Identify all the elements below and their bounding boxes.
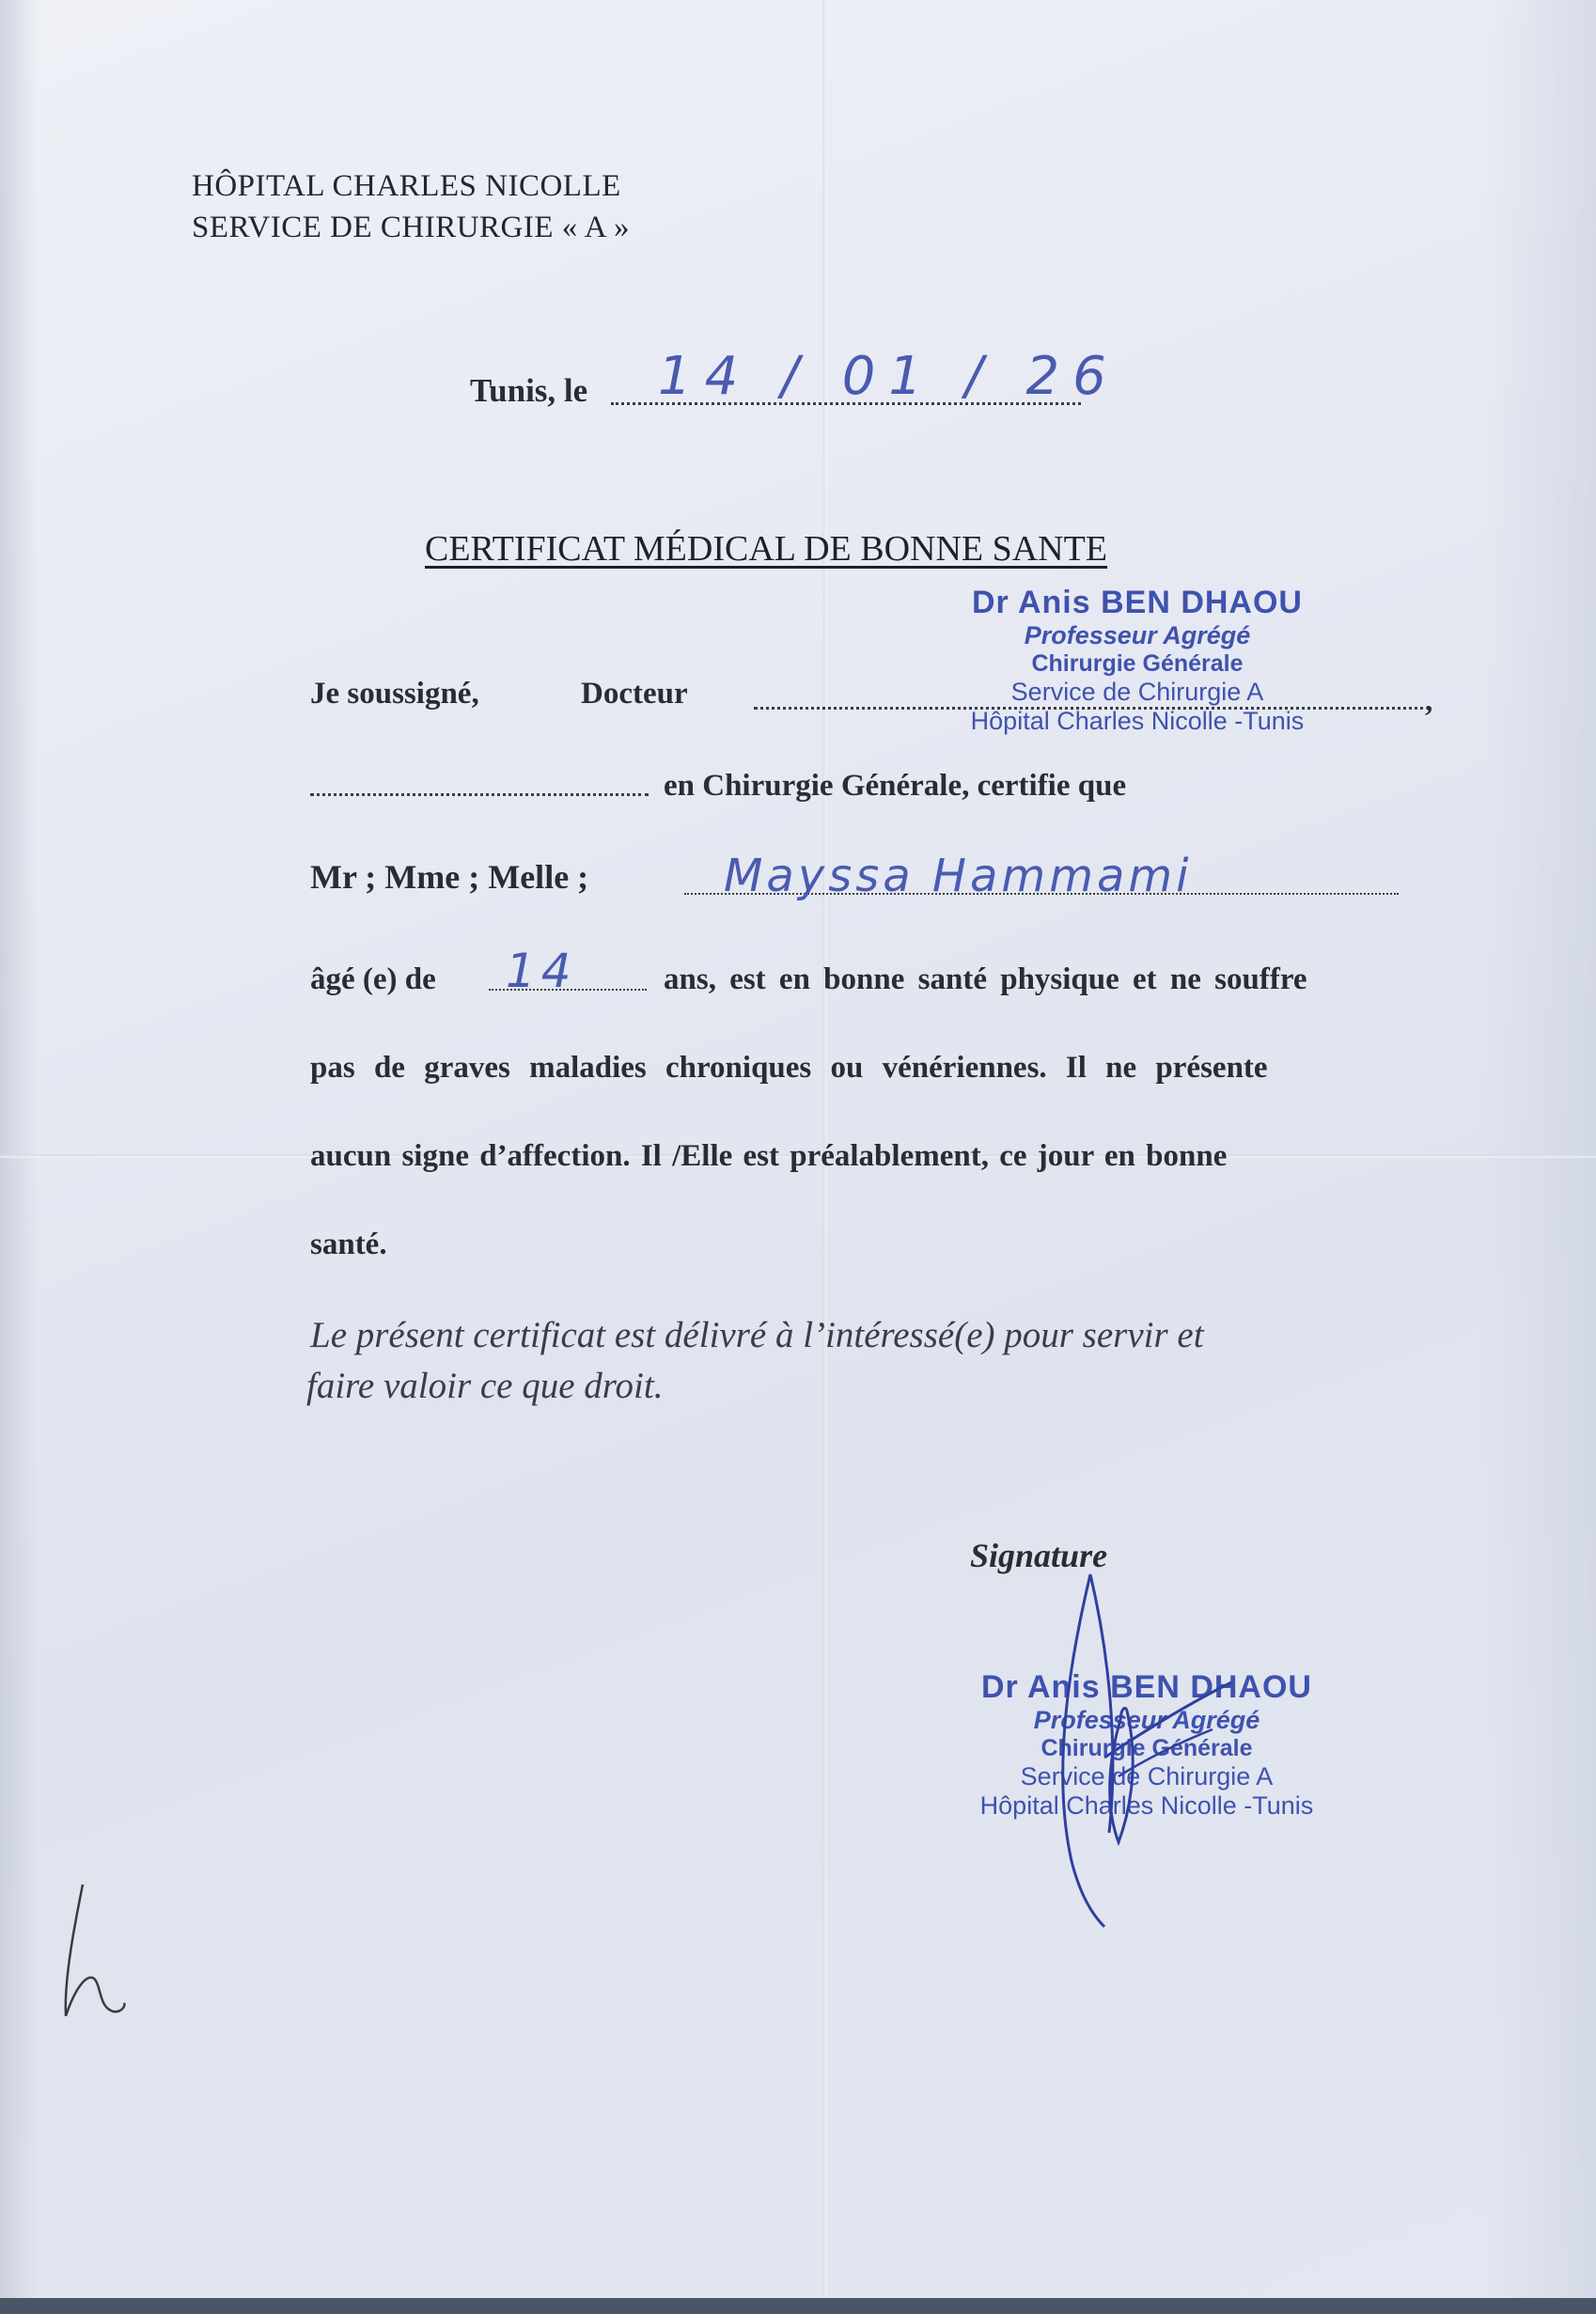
date-handwritten: 14 / 01 / 26 [658, 346, 1119, 407]
stamp-doctor-title: Professeur Agrégé [1024, 621, 1251, 650]
doctor-name-dotted-line [754, 707, 1431, 710]
paper-shadow-left [0, 0, 38, 2298]
date-label: Tunis, le [470, 372, 588, 409]
stamp-service: Service de Chirurgie A [1020, 1761, 1274, 1790]
handwritten-signature [1015, 1560, 1260, 1936]
body-line-6: aucun signe d’affection. Il /Elle est préalablement, ce jour en bonne [310, 1139, 1228, 1173]
age-handwritten: 14 [506, 944, 577, 998]
stamp-doctor-title: Professeur Agrégé [1033, 1706, 1260, 1735]
patient-name-handwritten: Mayssa Hammami [724, 850, 1193, 902]
body-line-1-prefix: Je soussigné, [310, 677, 479, 711]
closing-line-2: faire valoir ce que droit. [306, 1366, 664, 1406]
hospital-name: HÔPITAL CHARLES NICOLLE [192, 169, 621, 203]
paper-shadow-right [1483, 0, 1596, 2298]
stamp-doctor-name: Dr Anis BEN DHAOU [981, 1669, 1312, 1705]
body-line-1-comma: , [1425, 684, 1433, 718]
stamp-specialty: Chirurgie Générale [1031, 650, 1244, 678]
certificate-title: CERTIFICAT MÉDICAL DE BONNE SANTE [425, 529, 1108, 569]
closing-line-1: Le présent certificat est délivré à l’intéressé(e) pour servir et [310, 1315, 1204, 1355]
stamp-specialty: Chirurgie Générale [1041, 1735, 1253, 1762]
body-line-4: ans, est en bonne santé physique et ne souffre [664, 962, 1307, 996]
service-name: SERVICE DE CHIRURGIE « A » [192, 211, 630, 244]
title-dotted-line [310, 793, 649, 796]
stamp-hospital: Hôpital Charles Nicolle -Tunis [979, 1790, 1314, 1820]
age-label: âgé (e) de [310, 962, 436, 996]
signature-label: Signature [970, 1537, 1108, 1574]
body-line-2: en Chirurgie Générale, certifie que [664, 769, 1127, 803]
patient-label: Mr ; Mme ; Melle ; [310, 858, 589, 896]
body-line-1-docteur: Docteur [581, 677, 688, 711]
body-line-7: santé. [310, 1227, 387, 1261]
doctor-stamp-top [931, 585, 1344, 736]
stamp-doctor-name: Dr Anis BEN DHAOU [972, 585, 1303, 620]
body-line-5: pas de graves maladies chroniques ou vénériennes. Il ne présente [310, 1051, 1268, 1085]
stamp-hospital: Hôpital Charles Nicolle -Tunis [970, 706, 1305, 735]
pencil-mark [47, 1875, 141, 2025]
stamp-service: Service de Chirurgie A [1010, 677, 1264, 706]
